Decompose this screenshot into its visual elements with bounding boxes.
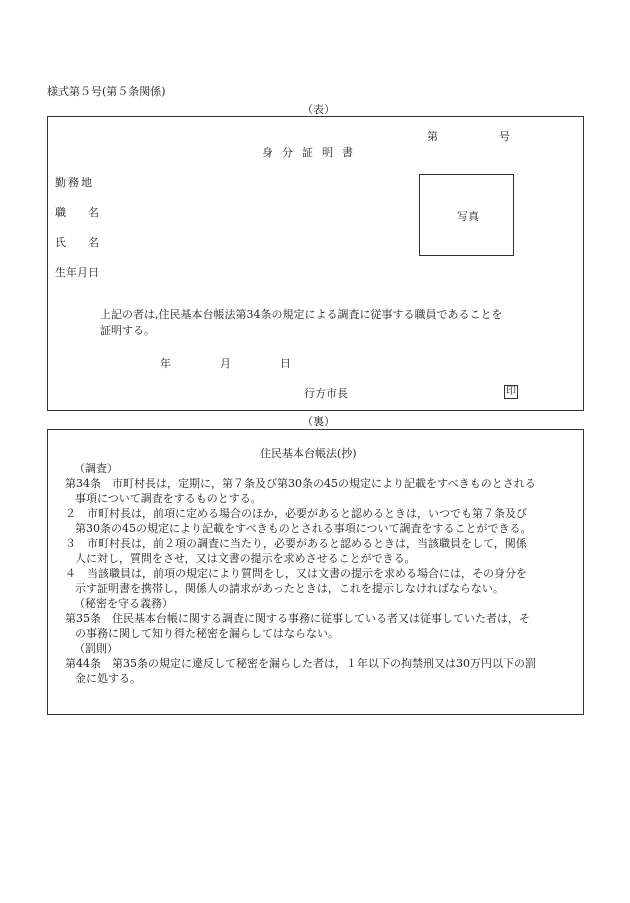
paragraph-2: ２ 市町村長は，前項に定める場合のほか，必要があると認めるときは，いつでも第７条及び bbox=[65, 507, 527, 520]
heading-confidentiality: （秘密を守る義務） bbox=[74, 597, 173, 610]
article-34: 第34条 市町村長は，定期に，第７条及び第30条の45の規定により記載をすべきものとされる bbox=[65, 477, 536, 490]
seal-stamp: 印 bbox=[506, 386, 516, 397]
article-44-cont: 金に処する。 bbox=[75, 672, 141, 685]
front-side-label: （表） bbox=[302, 103, 335, 116]
paragraph-4: ４ 当該職員は，前項の規定により質問をし，又は文書の提示を求める場合には，その身分を bbox=[65, 567, 527, 580]
statement-line-2: 証明する。 bbox=[100, 324, 155, 337]
date-month: 月 bbox=[220, 357, 231, 370]
back-side-label: （裏） bbox=[302, 415, 335, 428]
law-text bbox=[48, 460, 585, 710]
photo-label: 写真 bbox=[457, 210, 479, 223]
number-suffix: 号 bbox=[499, 130, 510, 143]
article-35: 第35条 住民基本台帳に関する調査に関する事務に従事している者又は従事していた者は，そ bbox=[65, 612, 530, 625]
article-34-cont: 事項について調査をするものとする。 bbox=[75, 492, 262, 505]
certificate-title: 身分証明書 bbox=[262, 146, 362, 159]
field-name-2: 名 bbox=[88, 236, 99, 249]
field-position-1: 職 bbox=[55, 206, 66, 219]
field-workplace: 勤務地 bbox=[55, 176, 94, 189]
form-number: 様式第５号(第５条関係) bbox=[47, 85, 166, 98]
front-card bbox=[47, 116, 584, 411]
field-birthdate: 生年月日 bbox=[55, 266, 99, 279]
statement-line-1: 上記の者は,住民基本台帳法第34条の規定による調査に従事する職員であることを bbox=[100, 308, 503, 321]
number-prefix: 第 bbox=[427, 130, 438, 143]
paragraph-4-cont: 示す証明書を携帯し，関係人の請求があったときは，これを提示しなければならない。 bbox=[75, 582, 504, 595]
photo-frame bbox=[419, 174, 514, 256]
heading-survey: （調査） bbox=[74, 462, 118, 475]
date-day: 日 bbox=[280, 357, 291, 370]
back-card bbox=[47, 429, 584, 715]
paragraph-3-cont: 人に対し，質問をさせ，又は文書の提示を求めさせることができる。 bbox=[75, 552, 416, 565]
issuer: 行方市長 bbox=[304, 387, 348, 400]
field-position-2: 名 bbox=[88, 206, 99, 219]
paragraph-3: ３ 市町村長は，前２項の調査に当たり，必要があると認めるときは，当該職員をして，関係 bbox=[65, 537, 527, 550]
back-title: 住民基本台帳法(抄) bbox=[260, 447, 357, 460]
article-44: 第44条 第35条の規定に違反して秘密を漏らした者は，１年以下の拘禁刑又は30万円以下の罰 bbox=[65, 657, 536, 670]
article-35-cont: の事務に関して知り得た秘密を漏らしてはならない。 bbox=[75, 627, 339, 640]
field-name-1: 氏 bbox=[55, 236, 66, 249]
date-year: 年 bbox=[160, 357, 171, 370]
heading-penalty: （罰則） bbox=[74, 642, 118, 655]
paragraph-2-cont: 第30条の45の規定により記載をすべきものとされる事項について調査をすることができる。 bbox=[75, 522, 532, 535]
